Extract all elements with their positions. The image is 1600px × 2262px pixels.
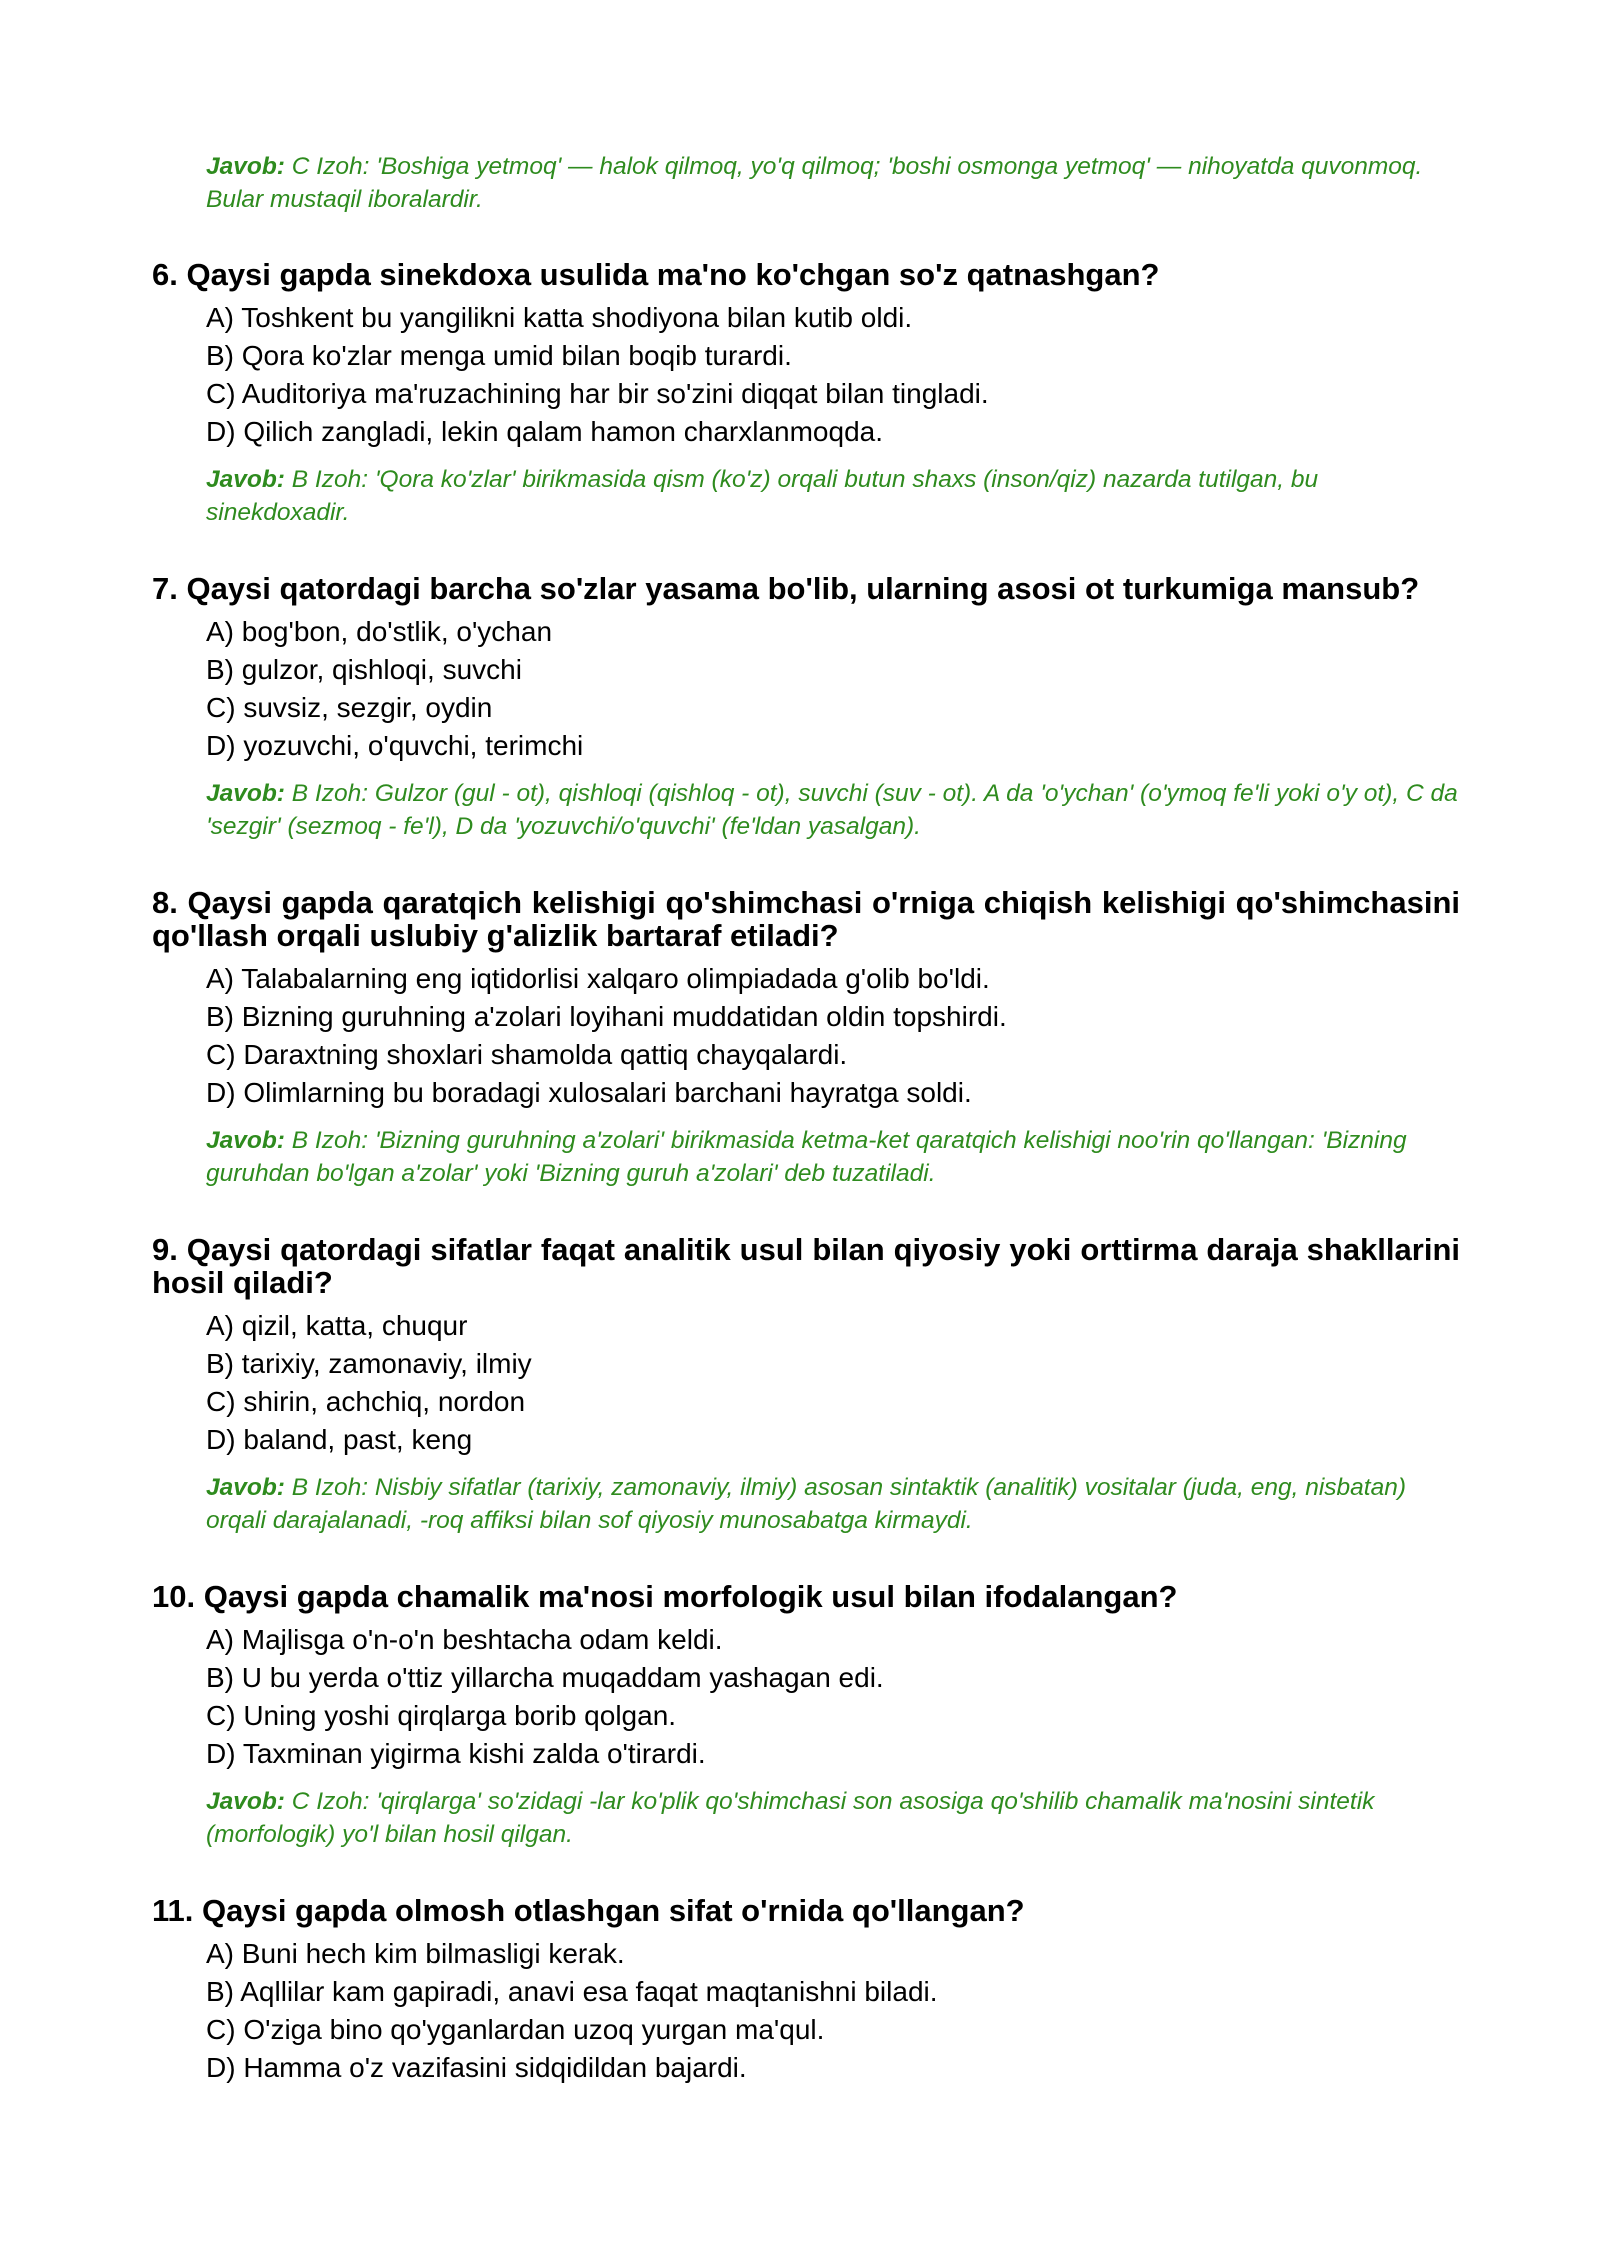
answer-explanation	[206, 463, 1460, 529]
answer-label: Javob:	[206, 153, 285, 180]
option-a: A) qizil, katta, chuqur	[206, 1310, 468, 1341]
question-title: 6. Qaysi gapda sinekdoxa usulida ma'no ko'chgan so'z qatnashgan?	[152, 257, 1160, 292]
option-b: B) Aqllilar kam gapiradi, anavi esa faqat maqtanishni biladi.	[206, 1976, 938, 2007]
answer-label: Javob:	[206, 466, 285, 493]
option-b: B) tarixiy, zamonaviy, ilmiy	[206, 1348, 532, 1379]
option-c: C) shirin, achchiq, nordon	[206, 1386, 526, 1417]
option-d: D) Qilich zangladi, lekin qalam hamon charxlanmoqda.	[206, 416, 884, 447]
option-d: D) Olimlarning bu boradagi xulosalari barchani hayratga soldi.	[206, 1077, 972, 1108]
options-list	[206, 1621, 1460, 1773]
options-list	[206, 299, 1460, 451]
options-list	[206, 613, 1460, 765]
answer-label: Javob:	[206, 1788, 285, 1815]
option-d: D) yozuvchi, o'quvchi, terimchi	[206, 730, 584, 761]
question-title: 8. Qaysi gapda qaratqich kelishigi qo'shimchasi o'rniga chiqish kelishigi qo'shimchasini qo'llash orqali uslubiy g'alizlik bartaraf etiladi?	[152, 885, 1460, 953]
question-11	[152, 1894, 1460, 2087]
option-d: D) Taxminan yigirma kishi zalda o'tirardi.	[206, 1738, 706, 1769]
option-b: B) U bu yerda o'ttiz yillarcha muqaddam yashagan edi.	[206, 1662, 884, 1693]
question-title: 9. Qaysi qatordagi sifatlar faqat analitik usul bilan qiyosiy yoki orttirma daraja shakllarini hosil qiladi?	[152, 1232, 1460, 1300]
option-c: C) Auditoriya ma'ruzachining har bir so'zini diqqat bilan tingladi.	[206, 378, 989, 409]
option-a: A) Majlisga o'n-o'n beshtacha odam keldi.	[206, 1624, 723, 1655]
answer-label: Javob:	[206, 780, 285, 807]
option-a: A) Talabalarning eng iqtidorlisi xalqaro olimpiadada g'olib bo'ldi.	[206, 963, 990, 994]
option-a: A) bog'bon, do'stlik, o'ychan	[206, 616, 553, 647]
option-c: C) Daraxtning shoxlari shamolda qattiq chayqalardi.	[206, 1039, 848, 1070]
question-title: 10. Qaysi gapda chamalik ma'nosi morfologik usul bilan ifodalangan?	[152, 1579, 1178, 1614]
option-c: C) O'ziga bino qo'yganlardan uzoq yurgan ma'qul.	[206, 2014, 825, 2045]
question-title: 7. Qaysi qatordagi barcha so'zlar yasama bo'lib, ularning asosi ot turkumiga mansub?	[152, 571, 1420, 606]
question-title: 11. Qaysi gapda olmosh otlashgan sifat o'rnida qo'llangan?	[152, 1893, 1025, 1928]
question-10	[152, 1580, 1460, 1851]
answer-label: Javob:	[206, 1474, 285, 1501]
option-c: C) Uning yoshi qirqlarga borib qolgan.	[206, 1700, 677, 1731]
options-list	[206, 960, 1460, 1112]
question-7	[152, 572, 1460, 843]
question-9	[152, 1233, 1460, 1537]
option-b: B) Qora ko'zlar menga umid bilan boqib turardi.	[206, 340, 792, 371]
option-c: C) suvsiz, sezgir, oydin	[206, 692, 493, 723]
answer-text: B Izoh: Gulzor (gul - ot), qishloqi (qishloq - ot), suvchi (suv - ot). A da 'o'ychan' (o'ymoq fe'li yoki o'y ot), C da 'sezgir' (sezmoq - fe'l), D da 'yozuvchi/o'quvchi' (fe'ldan yasalgan).	[206, 780, 1458, 840]
answer-explanation	[206, 1785, 1460, 1851]
answer-label: Javob:	[206, 1127, 285, 1154]
question-8	[152, 886, 1460, 1190]
answer-text: C Izoh: 'qirqlarga' so'zidagi -lar ko'plik qo'shimchasi son asosiga qo'shilib chamalik ma'nosini sintetik (morfologik) yo'l bilan hosil qilgan.	[206, 1788, 1375, 1848]
option-b: B) gulzor, qishloqi, suvchi	[206, 654, 522, 685]
answer-explanation	[206, 777, 1460, 843]
answer-explanation	[206, 150, 1460, 216]
options-list	[206, 1935, 1460, 2087]
options-list	[206, 1307, 1460, 1459]
option-a: A) Buni hech kim bilmasligi kerak.	[206, 1938, 625, 1969]
option-b: B) Bizning guruhning a'zolari loyihani muddatidan oldin topshirdi.	[206, 1001, 1007, 1032]
option-d: D) Hamma o'z vazifasini sidqidildan bajardi.	[206, 2052, 747, 2083]
answer-text: B Izoh: 'Qora ko'zlar' birikmasida qism (ko'z) orqali butun shaxs (inson/qiz) nazarda tutilgan, bu sinekdoxadir.	[206, 466, 1319, 526]
answer-text: B Izoh: 'Bizning guruhning a'zolari' birikmasida ketma-ket qaratqich kelishigi noo'rin qo'llangan: 'Bizning guruhdan bo'lgan a'zolar' yoki 'Bizning guruh a'zolari' deb tuzatiladi.	[206, 1127, 1407, 1187]
answer-explanation	[206, 1124, 1460, 1190]
option-d: D) baland, past, keng	[206, 1424, 473, 1455]
answer-text: C Izoh: 'Boshiga yetmoq' — halok qilmoq, yo'q qilmoq; 'boshi osmonga yetmoq' — nihoyatda quvonmoq. Bular mustaqil iboralardir.	[206, 153, 1423, 213]
question-6	[152, 258, 1460, 529]
option-a: A) Toshkent bu yangilikni katta shodiyona bilan kutib oldi.	[206, 302, 913, 333]
answer-text: B Izoh: Nisbiy sifatlar (tarixiy, zamonaviy, ilmiy) asosan sintaktik (analitik) vositalar (juda, eng, nisbatan) orqali darajalanadi, -roq affiksi bilan sof qiyosiy munosabatga kirmaydi.	[206, 1474, 1407, 1534]
answer-explanation	[206, 1471, 1460, 1537]
